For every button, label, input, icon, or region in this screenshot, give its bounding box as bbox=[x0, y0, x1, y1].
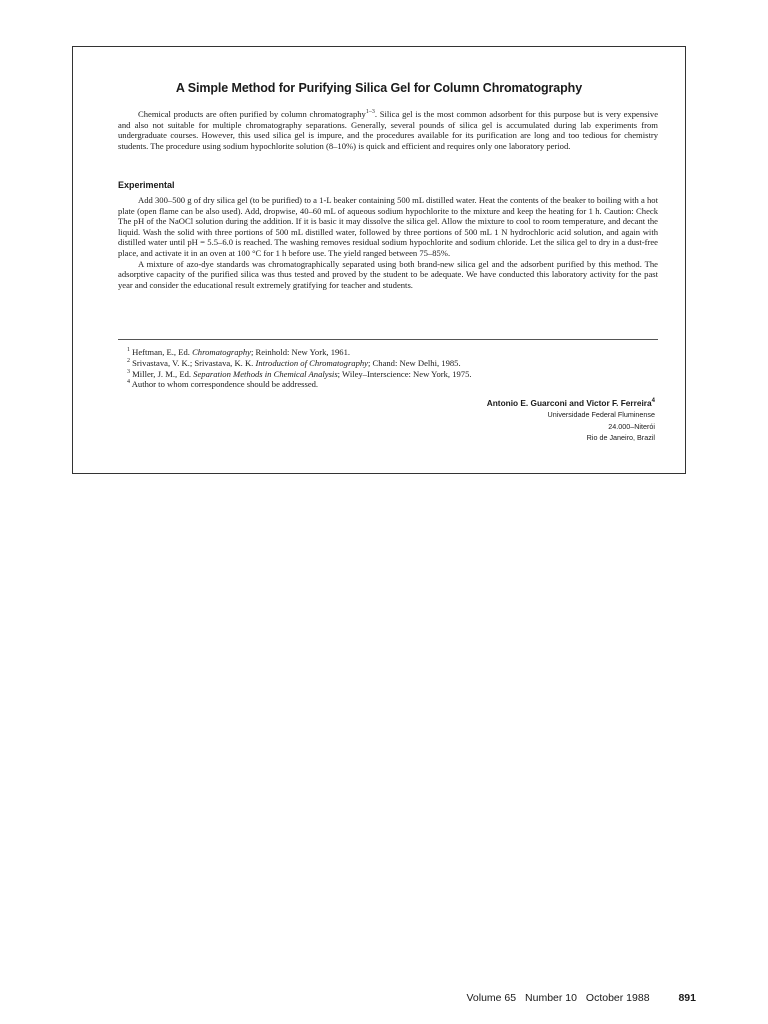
footnote-publisher: ; Chand: New Delhi, 1985. bbox=[368, 357, 461, 368]
footnote bbox=[127, 369, 657, 380]
footer-number: Number 10 bbox=[525, 992, 577, 1004]
author-names: Antonio E. Guarconi and Victor F. Ferreira bbox=[486, 398, 652, 408]
affiliation-institution: Universidade Federal Fluminense bbox=[547, 410, 655, 419]
footnotes bbox=[127, 347, 657, 390]
footnote-text: Srivastava, V. K.; Srivastava, K. K. bbox=[132, 357, 256, 368]
experimental-section bbox=[118, 195, 658, 290]
footnote bbox=[127, 347, 657, 358]
experimental-heading: Experimental bbox=[118, 180, 175, 190]
footnote-text: Author to whom correspondence should be addressed. bbox=[131, 379, 319, 390]
footnote-number: 2 bbox=[127, 357, 130, 364]
page-number: 891 bbox=[678, 992, 696, 1004]
intro-text-b: . Silica gel is the most common adsorbent for this purpose but is very expensive and also not suitable for multiple chromatography separations. Generally, several pounds of silica gel is accumulated during lab experiments from undergraduate courses. However, this used silica gel is impure, and the procedures available for its purification are long and too tedious for chemistry students. The procedure using sodium hypochlorite solution (8–10%) is quick and efficient and requires only one laboratory period. bbox=[118, 109, 659, 151]
experimental-paragraph-1: Add 300–500 g of dry silica gel (to be purified) to a 1-L beaker containing 500 mL distilled water. Heat the contents of the beaker to boiling with a hot plate (open flame can be also used). Add, dropwise, 40–60 mL of aqueous sodium hypochlorite to the mixture and keep the heating for 1 h. Caution: Check The pH of the NaOCl solution during the addition. If it is basic it may dissolve the silica gel. Allow the mixture to cool to room temperature, and decant the liquid. Wash the solid with three portions of 500 mL distilled water, followed by three portions of 500 mL 1 N hydrochloric acid solution, and again with distilled water until pH = 5.5–6.0 is reached. The washing removes residual sodium hypochlorite and sodium chloride. Let the silica gel to dry in a dust-free place, and activate it in an oven at 100 °C for 1 h before use. The yield ranged between 75–85%. bbox=[118, 195, 658, 258]
intro-text-a: Chemical products are often purified by column chromatography bbox=[138, 109, 366, 119]
footnote-title: Introduction of Chromatography bbox=[255, 357, 368, 368]
experimental-paragraph-2: A mixture of azo-dye standards was chromatographically separated using both brand-new silica gel and the adsorbent purified by this method. The adsorptive capacity of the purified silica was thus tested and proved by the student to be adequate. We have conducted this laboratory activity for the past year and consider the educational result extremely gratifying for teacher and students. bbox=[118, 258, 658, 290]
footnote bbox=[127, 379, 657, 390]
article-box bbox=[72, 46, 686, 474]
footnote-number: 3 bbox=[127, 368, 130, 375]
intro-paragraph bbox=[118, 109, 658, 151]
footnote-divider bbox=[118, 339, 658, 340]
footnote-title: Separation Methods in Chemical Analysis bbox=[193, 368, 338, 379]
footnote-text: Miller, J. M., Ed. bbox=[132, 368, 194, 379]
intro-reference: 1–3 bbox=[365, 109, 375, 116]
page-footer bbox=[0, 992, 696, 1004]
footnote bbox=[127, 358, 657, 369]
footnote-number: 1 bbox=[127, 347, 130, 354]
author-reference: 4 bbox=[651, 398, 655, 405]
footnote-number: 4 bbox=[127, 379, 130, 386]
author-block bbox=[487, 397, 655, 444]
author-names-line bbox=[487, 397, 655, 409]
footnote-title: Chromatography bbox=[192, 347, 251, 357]
footnote-text: Heftman, E., Ed. bbox=[132, 347, 193, 357]
article-title: A Simple Method for Purifying Silica Gel for Column Chromatography bbox=[175, 81, 583, 95]
affiliation-postal: 24.000–Niterói bbox=[608, 421, 655, 431]
affiliation-location: Rio de Janeiro, Brazil bbox=[586, 433, 655, 442]
footnote-publisher: ; Reinhold: New York, 1961. bbox=[250, 347, 351, 357]
footer-volume: Volume 65 bbox=[466, 992, 517, 1004]
footnote-publisher: ; Wiley–Interscience: New York, 1975. bbox=[337, 368, 472, 379]
footer-date: October 1988 bbox=[585, 992, 650, 1004]
